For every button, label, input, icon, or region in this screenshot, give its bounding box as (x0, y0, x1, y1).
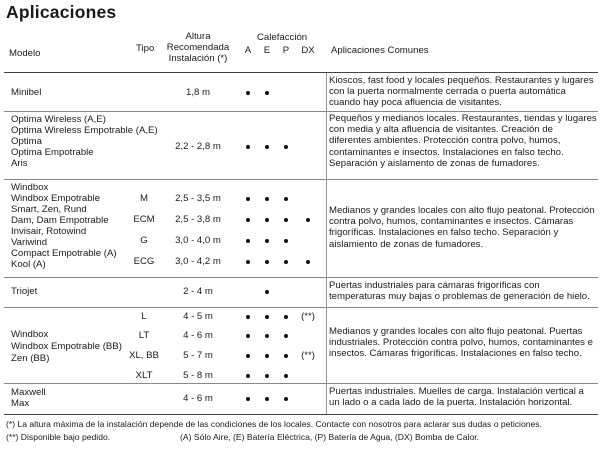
row-divider (4, 111, 598, 112)
apps-text: Puertas industriales. Muelles de carga. Instalación vertical a un lado o a cada lado de la puerta. Instalación horizontal. (329, 386, 584, 409)
altura-value: 2,2 - 2,8 m (175, 141, 221, 152)
cal-dot (284, 315, 288, 319)
footnote-altura: (*) La altura máxima de la instalación depende de las condiciones de los locales. Contacte con nosotros para aclarar sus dudas o peticiones. (6, 419, 542, 429)
model-name: Minibel (11, 87, 42, 98)
model-name: Compact Empotrable (A) (11, 248, 117, 259)
model-name: Smart, Zen, Rund (11, 204, 87, 215)
cal-dot (246, 239, 250, 243)
row-divider (4, 307, 598, 308)
header-cal-a: A (244, 45, 252, 56)
cal-dot (284, 374, 288, 378)
tipo-value: M (140, 193, 148, 204)
apps-text: Kioscos, fast food y locales pequeños. Restaurantes y lugares con la puerta normalmente cerrada o puerta automática cuando hay poca afluencia de visitantes. (329, 75, 594, 109)
header-divider (4, 72, 598, 73)
cal-dot (246, 218, 250, 222)
cal-dot (246, 91, 250, 95)
cal-dot (246, 334, 250, 338)
model-name: Aris (11, 158, 28, 169)
tipo-value: XLT (135, 370, 153, 381)
header-cal-p: P (282, 45, 290, 56)
model-name: Invisair, Rotowind (11, 226, 87, 237)
model-name: Max (11, 398, 30, 409)
altura-value: 5 - 8 m (183, 370, 213, 381)
tipo-value: LT (138, 330, 150, 341)
table-bottom-line (4, 414, 598, 415)
page-title: Aplicaciones (6, 2, 117, 22)
model-name: Windbox (11, 329, 49, 340)
header-calefaccion: Calefacción (257, 32, 308, 43)
cal-dot (246, 260, 250, 264)
model-name: Optima Wireless (A,E) (11, 114, 106, 125)
altura-value: 2,5 - 3,5 m (175, 193, 221, 204)
altura-value: 4 - 6 m (183, 393, 213, 404)
cal-dot (265, 290, 269, 294)
row-divider (4, 383, 598, 384)
header-tipo: Tipo (136, 43, 155, 54)
model-name: Triojet (11, 286, 38, 297)
cal-dot (306, 218, 310, 222)
altura-value: 4 - 6 m (183, 330, 213, 341)
model-name: Windbox Empotrable (11, 193, 101, 204)
tipo-value: ECG (133, 256, 155, 267)
apps-text: Pequeños y medianos locales. Restaurantes, tiendas y lugares con media y alta afluencia de visitantes. Creación de diferentes ambientes. Protección contra polvo, humos, contaminantes e insectos. Instalaciones en falso techo. Separación y aislamento de zonas de fumadores. (329, 113, 597, 169)
tipo-value: ECM (133, 214, 155, 225)
tipo-value: L (141, 311, 147, 322)
cal-dot (265, 354, 269, 358)
column-divider (326, 73, 327, 414)
altura-value: 1,8 m (186, 87, 210, 98)
model-name: Optima (11, 136, 42, 147)
altura-value: 5 - 7 m (183, 350, 213, 361)
cal-dot (284, 218, 288, 222)
model-name: Dam, Dam Empotrable (11, 215, 109, 226)
cal-dot (246, 354, 250, 358)
tipo-value: G (140, 235, 148, 246)
header-cal-e: E (263, 45, 271, 56)
altura-value: 2 - 4 m (183, 286, 213, 297)
model-name: Windbox (11, 182, 49, 193)
apps-text: Medianos y grandes locales con alto flujo peatonal. Protección contra polvo, humos, contaminantes e insectos. Cámaras frigoríficas. Instalaciones en falso techo. Separación y aislamiento de zonas de fumadores. (329, 205, 595, 250)
cal-dot (284, 145, 288, 149)
cal-dot (265, 260, 269, 264)
model-name: Kool (A) (11, 259, 46, 270)
model-name: Windbox Empotrable (BB) (11, 341, 122, 352)
cal-dot (265, 397, 269, 401)
cal-dot (246, 145, 250, 149)
cal-dot (265, 91, 269, 95)
cal-dot (284, 260, 288, 264)
model-name: Zen (BB) (11, 353, 50, 364)
footnote-pedido: (**) Disponible bajo pedido. (6, 432, 111, 442)
dx-mark: (**) (301, 311, 315, 322)
row-divider (4, 277, 598, 278)
cal-dot (265, 197, 269, 201)
apps-text: Medianos y grandes locales con alto flujo peatonal. Puertas industriales. Protección contra polvo, humos, contaminantes e insectos. Cámaras frigoríficas. Instalaciones en falso techo. (329, 326, 593, 360)
altura-value: 3,0 - 4,0 m (175, 235, 221, 246)
cal-dot (246, 374, 250, 378)
row-divider (4, 179, 598, 180)
model-name: Optima Wireless Empotrable (A,E) (11, 125, 158, 136)
header-altura-1: Altura (185, 31, 211, 42)
cal-dot (265, 218, 269, 222)
cal-dot (284, 239, 288, 243)
cal-dot (265, 315, 269, 319)
cal-dot (265, 239, 269, 243)
cal-dot (265, 374, 269, 378)
header-modelo: Modelo (9, 48, 41, 59)
cal-dot (284, 197, 288, 201)
altura-value: 4 - 5 m (183, 311, 213, 322)
cal-dot (284, 397, 288, 401)
model-name: Maxwell (11, 387, 46, 398)
cal-dot (246, 315, 250, 319)
header-altura-3: Instalación (*) (168, 53, 228, 64)
cal-dot (284, 334, 288, 338)
cal-dot (265, 145, 269, 149)
header-cal-dx: DX (301, 45, 315, 56)
altura-value: 2,5 - 3,8 m (175, 214, 221, 225)
cal-dot (265, 334, 269, 338)
altura-value: 3,0 - 4,2 m (175, 256, 221, 267)
apps-text: Puertas industriales para cámaras frigoríficas con temperaturas muy bajas o problemas de generación de hielo. (329, 280, 590, 303)
model-name: Optima Empotrable (11, 147, 94, 158)
cal-dot (246, 197, 250, 201)
header-altura-2: Recomendada (166, 42, 230, 53)
dx-mark: (**) (301, 350, 315, 361)
tipo-value: XL, BB (129, 350, 159, 361)
footnote-legend: (A) Sólo Aire, (E) Batería Eléctrica, (P) Batería de Agua, (DX) Bomba de Calor. (180, 432, 479, 442)
cal-dot (246, 397, 250, 401)
cal-dot (306, 260, 310, 264)
cal-dot (284, 354, 288, 358)
header-apps: Aplicaciones Comunes (331, 45, 429, 56)
model-name: Variwind (11, 237, 48, 248)
